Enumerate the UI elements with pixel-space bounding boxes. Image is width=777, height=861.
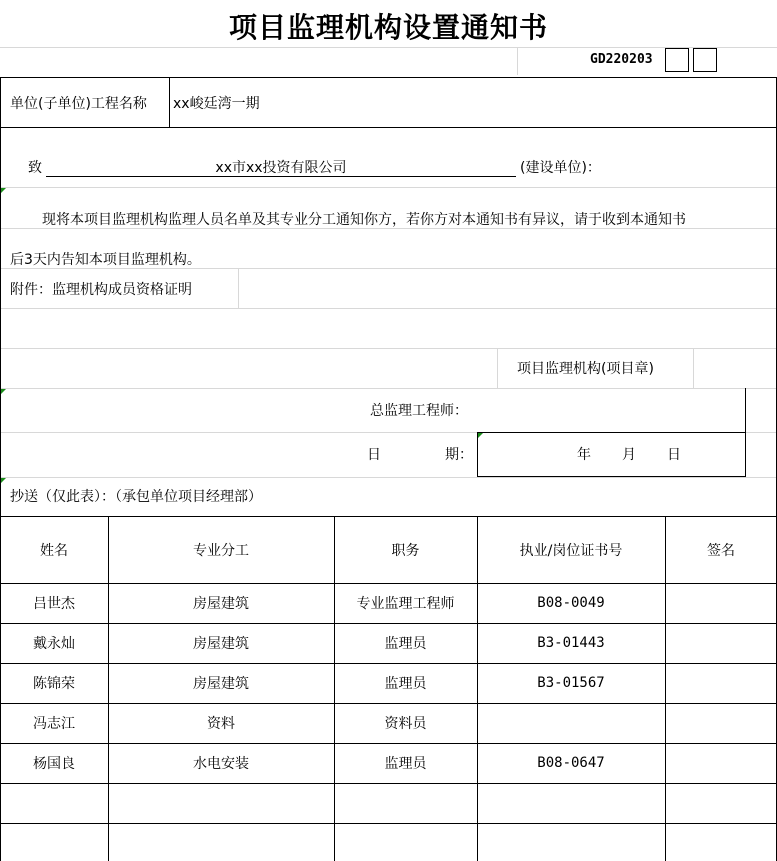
cell-signature[interactable] [665, 623, 777, 663]
unit-label: 单位(子单位)工程名称 [10, 96, 147, 112]
cell-certificate[interactable] [477, 823, 665, 861]
date-label-1: 日 [367, 447, 381, 463]
code-box-2[interactable] [693, 48, 717, 72]
body-line-1: 现将本项目监理机构监理人员名单及其专业分工通知你方，若你方对本通知书有异议，请于收到本通知书 [42, 212, 686, 228]
cell-signature[interactable] [665, 583, 777, 623]
chief-engineer-label: 总监理工程师： [370, 403, 468, 419]
date-label-2: 期： [445, 447, 473, 463]
code-box-1[interactable] [665, 48, 689, 72]
cell-name[interactable]: 吕世杰 [33, 596, 75, 612]
cell-specialty[interactable]: 房屋建筑 [193, 596, 249, 612]
header-specialty: 专业分工 [193, 542, 249, 559]
cell-specialty[interactable]: 水电安装 [193, 756, 249, 772]
cell-certificate[interactable] [477, 783, 665, 823]
cell-certificate[interactable]: B08-0049 [537, 595, 605, 611]
cell-signature[interactable] [665, 823, 777, 861]
to-label: 致 [28, 160, 42, 176]
cell-certificate[interactable]: B3-01443 [537, 635, 605, 651]
seal-label: 项目监理机构(项目章) [517, 361, 654, 377]
cell-position[interactable]: 监理员 [384, 636, 427, 652]
cell-name[interactable]: 戴永灿 [33, 636, 75, 652]
date-month: 月 [622, 447, 636, 463]
cell-position[interactable]: 专业监理工程师 [356, 596, 455, 612]
cell-specialty[interactable] [108, 783, 334, 823]
date-day: 日 [667, 447, 681, 463]
cell-position[interactable]: 监理员 [384, 756, 427, 772]
cell-signature[interactable] [665, 663, 777, 703]
header-position: 职务 [391, 542, 420, 559]
cell-certificate[interactable]: B3-01567 [537, 675, 605, 691]
cell-certificate[interactable]: B08-0647 [537, 755, 605, 771]
cell-certificate[interactable] [477, 703, 665, 743]
cell-name[interactable]: 陈锦荣 [33, 676, 75, 692]
date-year: 年 [577, 447, 591, 463]
cell-name[interactable] [0, 823, 108, 861]
cell-name[interactable] [0, 783, 108, 823]
cell-position[interactable] [334, 823, 477, 861]
cell-specialty[interactable]: 资料 [207, 716, 235, 732]
page-title: 项目监理机构设置通知书 [228, 11, 548, 44]
cell-name[interactable]: 杨国良 [33, 756, 75, 772]
to-value[interactable]: xx市xx投资有限公司 [215, 160, 347, 176]
cell-signature[interactable] [665, 703, 777, 743]
cc-label: 抄送（仅此表）：（承包单位项目经理部） [10, 489, 262, 505]
unit-value[interactable]: xx峻廷湾一期 [173, 96, 260, 112]
header-certificate: 执业/岗位证书号 [519, 542, 623, 559]
to-suffix: (建设单位)： [520, 160, 601, 176]
header-signature: 签名 [707, 542, 735, 559]
cell-specialty[interactable]: 房屋建筑 [193, 676, 249, 692]
cell-signature[interactable] [665, 743, 777, 783]
cell-signature[interactable] [665, 783, 777, 823]
cell-specialty[interactable]: 房屋建筑 [193, 636, 249, 652]
header-name: 姓名 [40, 542, 68, 559]
cell-position[interactable]: 监理员 [384, 676, 427, 692]
cell-specialty[interactable] [108, 823, 334, 861]
attachment-label: 附件：监理机构成员资格证明 [10, 282, 192, 298]
body-line-2: 后3天内告知本项目监理机构。 [10, 252, 201, 268]
cell-name[interactable]: 冯志江 [33, 716, 75, 732]
cell-position[interactable]: 资料员 [384, 716, 427, 732]
cell-position[interactable] [334, 783, 477, 823]
document-code: GD220203 [590, 52, 653, 67]
